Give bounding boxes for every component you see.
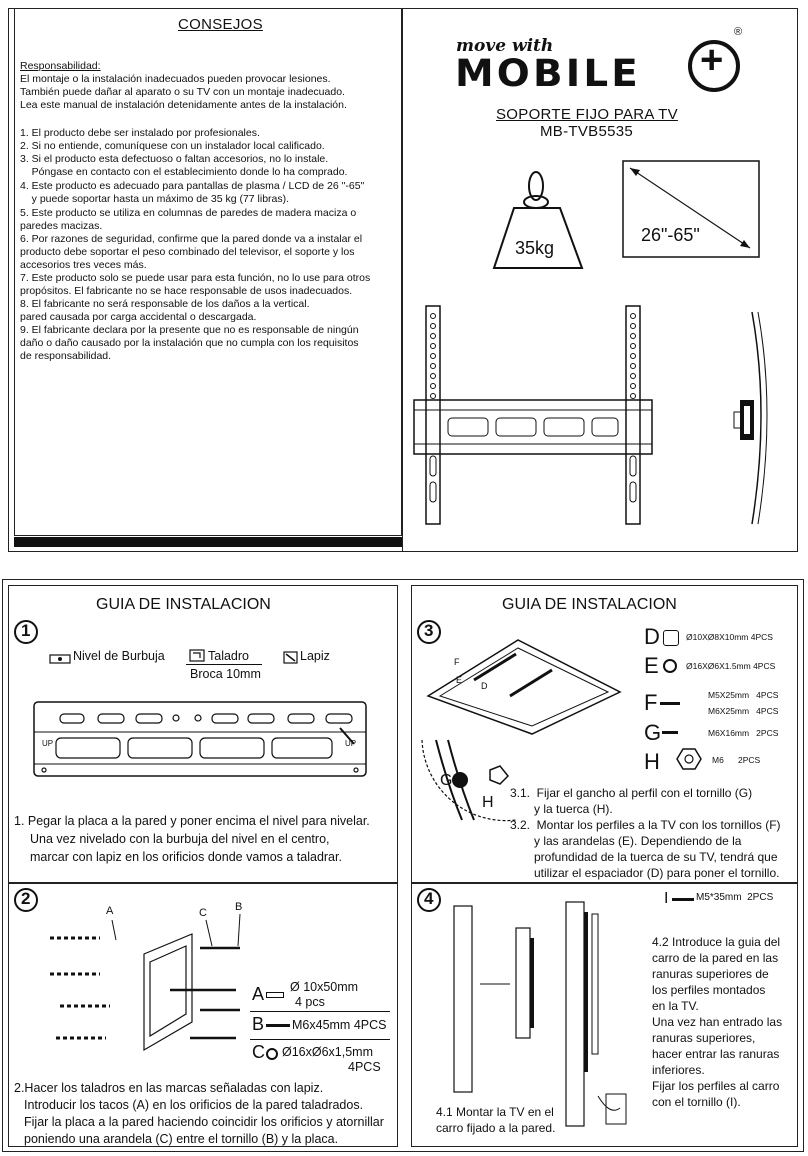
step3-instruction: 3.2. Montar los perfiles a la TV con los tornillos (F) xyxy=(510,818,781,832)
part-g-icon xyxy=(662,731,678,734)
tool-drill-bit-label: Broca 10mm xyxy=(190,667,261,681)
consejo-item: 7. Este producto solo se puede usar para esta función, no lo use para otros xyxy=(20,272,371,284)
drill-icon xyxy=(190,650,206,662)
part-h-spec: M6 2PCS xyxy=(712,755,761,765)
step2-instruction: poniendo una arandela (C) entre el tornillo (B) y la placa. xyxy=(24,1132,339,1146)
step4-right-instruction: carro de la pared en las xyxy=(652,951,779,965)
consejo-item: propósitos. El fabricante no se hace responsable de usos inadecuados. xyxy=(20,285,353,297)
diagram-label-d: D xyxy=(481,681,488,691)
consejo-item: 8. El fabricante no será responsable de los daños a la vertical. xyxy=(20,298,310,310)
size-range-label: 26"-65" xyxy=(641,225,700,245)
consejo-item: accesorios tres veces más. xyxy=(20,259,147,271)
intro-line: También puede dañar al aparato o su TV con un montaje inadecuado. xyxy=(20,86,345,98)
step3-header: GUIA DE INSTALACION xyxy=(502,596,677,613)
consejo-item: de responsabilidad. xyxy=(20,350,112,362)
diagram-label-e: E xyxy=(456,675,463,685)
consejo-item: daño o daño causado por la instalación que no cumpla con los requisitos xyxy=(20,337,359,349)
part-d-letter: D xyxy=(644,624,660,649)
consejos-title: CONSEJOS xyxy=(178,16,263,33)
part-g-letter: G xyxy=(644,720,662,745)
tool-drill-label: Taladro xyxy=(208,649,249,663)
part-divider xyxy=(250,1011,390,1012)
tool-level-label: Nivel de Burbuja xyxy=(73,649,165,663)
part-f-letter: F xyxy=(644,690,658,715)
weight-label: 35kg xyxy=(515,238,555,258)
page-1-divider xyxy=(402,8,403,552)
step3-number: 3 xyxy=(424,621,434,640)
part-b-spec: M6x45mm 4PCS xyxy=(292,1018,387,1032)
consejo-item: pared causada por carga accidental o descargada. xyxy=(20,311,257,323)
step3-instruction: utilizar el espaciador (D) para poner el tornillo. xyxy=(534,866,780,880)
part-f-icon xyxy=(660,702,680,705)
step3-instruction: profundidad de la tuerca de su TV, tendrá que xyxy=(534,850,778,864)
registered-mark: ® xyxy=(734,26,743,38)
step3-instruction: y las arandelas (E). Dependiendo de la xyxy=(534,834,742,848)
part-e-spec: Ø16XØ6X1.5mm 4PCS xyxy=(686,661,776,671)
part-b-letter: B xyxy=(252,1014,265,1034)
part-i-spec: M5*35mm 2PCS xyxy=(696,892,774,903)
wall-mount-exploded-illustration xyxy=(40,910,250,1070)
part-c-icon xyxy=(266,1048,278,1060)
part-a-qty: 4 pcs xyxy=(295,995,325,1009)
step4-right-instruction: ranuras superiores, xyxy=(652,1031,756,1045)
brand-plus: + xyxy=(700,38,724,82)
step3-instruction: y la tuerca (H). xyxy=(534,802,613,816)
part-a-spec: Ø 10x50mm xyxy=(290,980,359,994)
diagram-label-h: H xyxy=(482,794,494,811)
part-i-icon xyxy=(672,898,694,901)
up-label-right: UP xyxy=(345,739,357,748)
tool-pencil-label: Lapiz xyxy=(300,649,330,663)
step4-right-instruction: Fijar los perfiles al carro xyxy=(652,1079,780,1093)
consejo-item: producto debe soportar el peso combinado del televisor, el soporte y los xyxy=(20,246,355,258)
wall-plate-illustration xyxy=(34,702,368,778)
consejo-item: Póngase en contacto con el establecimiento donde lo ha comprado. xyxy=(20,166,348,178)
label-b: B xyxy=(235,901,243,913)
tv-mount-side-illustration xyxy=(450,898,650,1134)
diagram-label-f: F xyxy=(454,657,460,667)
part-e-icon xyxy=(663,659,677,673)
step2-number: 2 xyxy=(21,889,31,908)
step4-right-instruction: hacer entrar las ranuras xyxy=(652,1047,780,1061)
step4-right-instruction: Una vez han entrado las xyxy=(652,1015,783,1029)
step1-instruction: 1. Pegar la placa a la pared y poner encima el nivel para nivelar. xyxy=(14,814,370,828)
step4-right-instruction: en la TV. xyxy=(652,999,699,1013)
step2-instruction: Fijar la placa a la pared haciendo coincidir los orificios y atornillar xyxy=(24,1115,384,1129)
tool-underline xyxy=(186,664,262,665)
consejo-item: 2. Si no entiende, comuníquese con un instalador local calificado. xyxy=(20,140,325,152)
step2-instruction: 2.Hacer los taladros en las marcas señaladas con lapiz. xyxy=(14,1081,324,1095)
part-a-letter: A xyxy=(252,984,265,1004)
bracket-side-illustration xyxy=(730,312,780,526)
consejo-item: paredes macizas. xyxy=(20,220,103,232)
product-model: MB-TVB5535 xyxy=(540,123,634,140)
consejo-item: 1. El producto debe ser instalado por profesionales. xyxy=(20,127,260,139)
part-h-letter: H xyxy=(644,749,660,774)
up-label-left: UP xyxy=(42,739,54,748)
intro-line: Lea este manual de instalación detenidamente antes de la instalación. xyxy=(20,99,347,111)
consejos-footer-bar xyxy=(14,537,402,547)
intro-line: El montaje o la instalación inadecuados pueden provocar lesiones. xyxy=(20,73,331,85)
consejo-item: 6. Por razones de seguridad, confirme que la pared donde va a instalar el xyxy=(20,233,363,245)
part-g-spec: M6X16mm 2PCS xyxy=(708,728,779,738)
part-f-spec: M5X25mm 4PCS xyxy=(708,690,779,700)
consejo-item: 5. Este producto se utiliza en columnas de paredes de madera maciza o xyxy=(20,207,357,219)
step1-instruction: marcar con lapiz en los orificios donde vamos a taladrar. xyxy=(30,850,342,864)
step4-right-instruction: con el tornillo (I). xyxy=(652,1095,741,1109)
step3-instruction: 3.1. Fijar el gancho al perfil con el tornillo (G) xyxy=(510,786,753,800)
label-a: A xyxy=(106,905,114,917)
step1-instruction: Una vez nivelado con la burbuja del nivel en el centro, xyxy=(30,832,330,846)
pencil-icon xyxy=(284,652,298,664)
part-divider xyxy=(250,1039,390,1040)
step2-instruction: Introducir los tacos (A) en los orificios de la pared taladrados. xyxy=(24,1098,364,1112)
step1-number: 1 xyxy=(21,621,31,640)
step4-left-instruction: carro fijado a la pared. xyxy=(436,1121,556,1135)
consejo-item: 9. El fabricante declara por la presente que no es responsable de ningún xyxy=(20,324,359,336)
consejo-item: y puede soportar hasta un máximo de 35 kg (77 libras). xyxy=(20,193,290,205)
bubble-level-icon xyxy=(50,654,70,664)
part-h-icon xyxy=(676,747,702,771)
step4-number: 4 xyxy=(424,889,434,908)
part-c-spec: Ø16xØ6x1,5mm xyxy=(282,1045,374,1059)
consejo-item: 4. Este producto es adecuado para pantallas de plasma / LCD de 26 "-65" xyxy=(20,180,365,192)
part-b-icon xyxy=(266,1024,290,1027)
bracket-front-illustration xyxy=(414,306,654,528)
diagram-label-g: G xyxy=(440,772,453,789)
part-c-letter: C xyxy=(252,1042,265,1062)
consejo-item: 3. Si el producto esta defectuoso o faltan accesorios, no lo instale. xyxy=(20,153,329,165)
step4-left-instruction: 4.1 Montar la TV en el xyxy=(436,1105,554,1119)
product-title: SOPORTE FIJO PARA TV xyxy=(496,106,678,123)
part-a-icon xyxy=(266,992,284,998)
part-f-spec-2: M6X25mm 4PCS xyxy=(708,706,779,716)
hook-detail-illustration xyxy=(418,736,518,822)
label-c: C xyxy=(199,907,207,919)
step1-header: GUIA DE INSTALACION xyxy=(96,596,271,613)
step4-right-instruction: los perfiles montados xyxy=(652,983,766,997)
brand-name: MOBILE xyxy=(455,52,641,95)
brand-tagline: move with xyxy=(456,36,554,56)
part-e-letter: E xyxy=(644,653,659,678)
tv-back-illustration xyxy=(424,630,624,736)
step4-right-instruction: inferiores. xyxy=(652,1063,705,1077)
part-i-letter: I xyxy=(664,890,669,907)
part-d-icon xyxy=(663,630,679,646)
part-d-spec: Ø10XØ8X10mm 4PCS xyxy=(686,632,773,642)
part-c-qty: 4PCS xyxy=(348,1060,381,1074)
step4-right-instruction: ranuras superiores de xyxy=(652,967,769,981)
step4-right-instruction: 4.2 Introduce la guia del xyxy=(652,935,781,949)
responsibility-heading: Responsabilidad: xyxy=(20,60,101,72)
